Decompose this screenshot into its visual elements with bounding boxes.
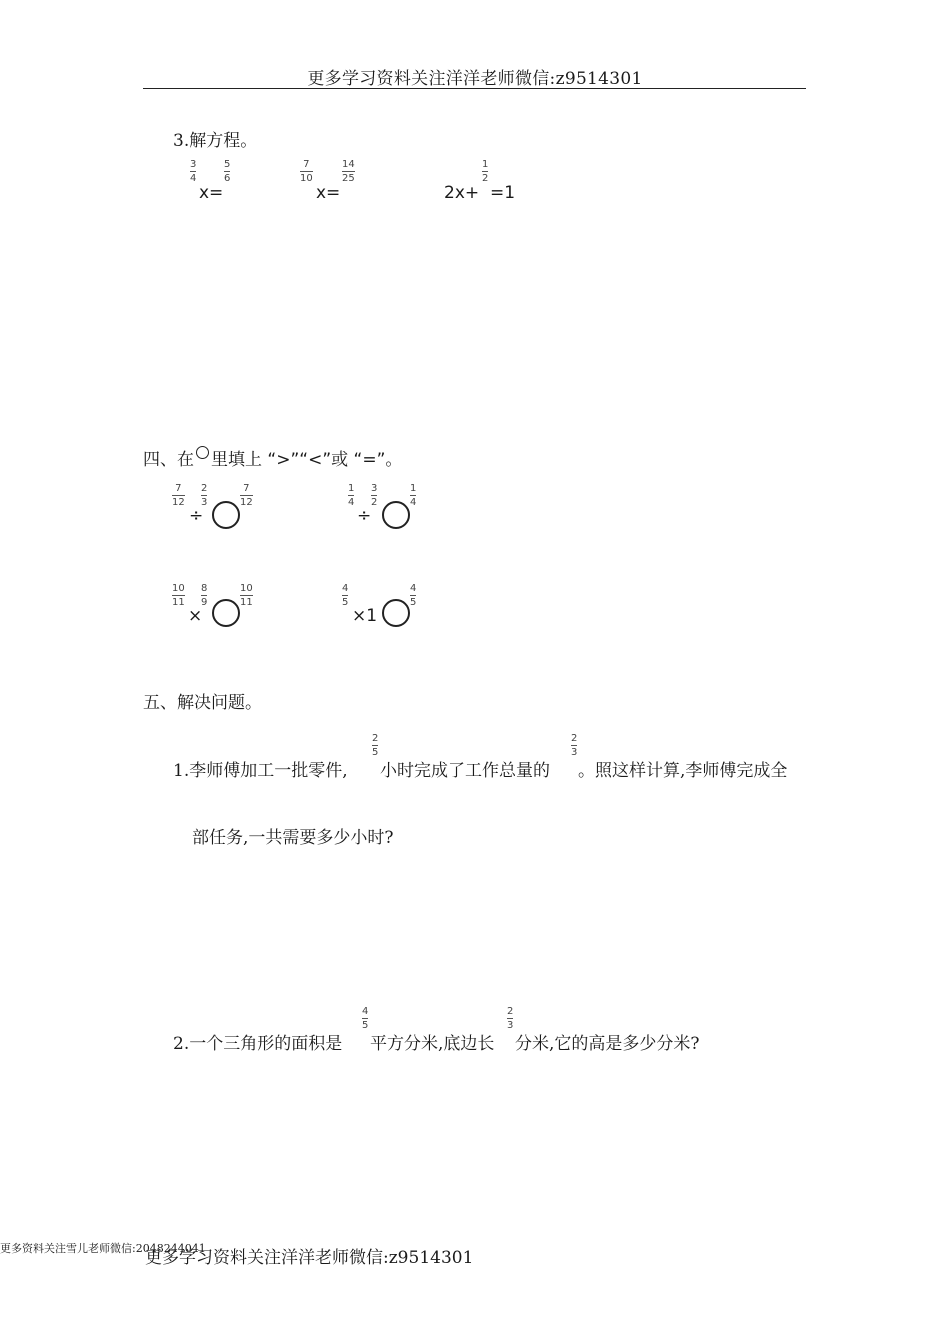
fraction: 10 11 <box>240 583 253 608</box>
section3-title: 3.解方程。 <box>173 131 258 151</box>
problem-text: 1.李师傅加工一批零件, <box>173 761 348 781</box>
section5-title: 五、解决问题。 <box>143 693 262 713</box>
fraction: 2 3 <box>201 483 208 508</box>
title-text: 四、在 <box>143 450 194 470</box>
problem-text: 。照这样计算,李师傅完成全 <box>578 761 788 781</box>
fraction: 7 12 <box>240 483 253 508</box>
fraction: 4 5 <box>342 583 349 608</box>
problem-text: 2.一个三角形的面积是 <box>173 1034 343 1054</box>
fraction: 1 4 <box>348 483 355 508</box>
header-divider <box>143 88 806 89</box>
circle-icon <box>196 446 209 459</box>
equation-text: 2x+ <box>444 183 480 203</box>
fraction: 10 11 <box>172 583 185 608</box>
fraction: 4 5 <box>410 583 417 608</box>
side-watermark: 更多资料关注雪儿老师微信:2048244041 <box>0 1242 206 1255</box>
fraction: 2 3 <box>507 1006 514 1031</box>
fraction: 3 4 <box>190 159 197 184</box>
compare-circle[interactable] <box>382 599 410 627</box>
fraction: 1 2 <box>482 159 489 184</box>
operator: ÷ <box>357 506 372 526</box>
fraction: 4 5 <box>362 1006 369 1031</box>
compare-circle[interactable] <box>382 501 410 529</box>
fraction: 8 9 <box>201 583 208 608</box>
operator: ×1 <box>352 606 378 626</box>
fraction: 3 2 <box>371 483 378 508</box>
fraction: 1 4 <box>410 483 417 508</box>
title-text: 里填上 “>”“<”或 “=”。 <box>211 450 403 470</box>
fraction: 7 12 <box>172 483 185 508</box>
fraction: 7 10 <box>300 159 313 184</box>
problem-text: 分米,它的高是多少分米? <box>515 1034 700 1054</box>
page-footer: 更多学习资料关注洋洋老师微信:z9514301 <box>145 1248 474 1268</box>
operator: × <box>188 606 203 626</box>
fraction: 5 6 <box>224 159 231 184</box>
operator: ÷ <box>189 506 204 526</box>
fraction: 2 5 <box>372 733 379 758</box>
compare-circle[interactable] <box>212 599 240 627</box>
problem-text: 平方分米,底边长 <box>370 1034 495 1054</box>
equation-text: =1 <box>490 183 516 203</box>
section4-title <box>143 445 402 470</box>
page-header: 更多学习资料关注洋洋老师微信:z9514301 <box>307 69 643 89</box>
fraction: 14 25 <box>342 159 355 184</box>
equation-text: x= <box>199 183 224 203</box>
equation-text: x= <box>316 183 341 203</box>
compare-circle[interactable] <box>212 501 240 529</box>
problem-text: 小时完成了工作总量的 <box>380 761 550 781</box>
problem-text: 部任务,一共需要多少小时? <box>192 828 394 848</box>
fraction: 2 3 <box>571 733 578 758</box>
